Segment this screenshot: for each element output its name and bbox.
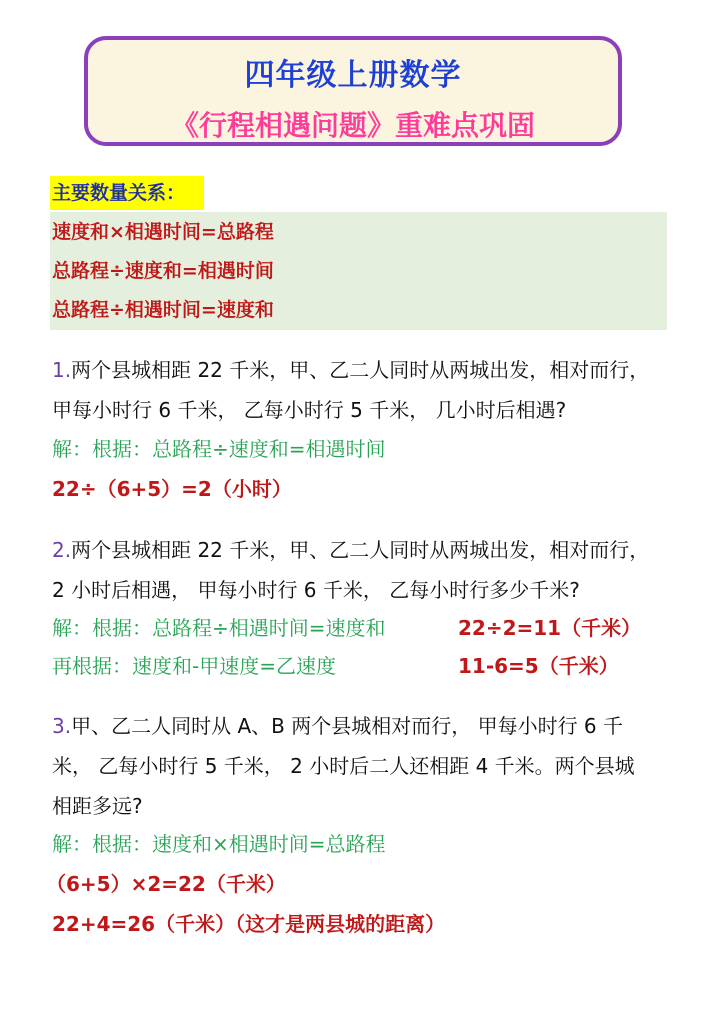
- page-subtitle: 《行程相遇问题》重难点巩固: [170, 109, 535, 142]
- problem-2-solution-1: 解：根据：总路程÷相遇时间=速度和: [52, 616, 386, 640]
- problem-3-text: 甲、乙二人同时从 A、B 两个县城相对而行， 甲每小时行 6 千: [71, 714, 624, 738]
- problem-1-calc: 22÷（6+5）=2（小时）: [52, 477, 292, 501]
- problem-2-line-2: 2 小时后相遇， 甲每小时行 6 千米， 乙每小时行多少千米?: [52, 578, 580, 602]
- problem-3-line-3: 相距多远?: [52, 794, 143, 818]
- problem-1-number: 1.: [52, 358, 72, 382]
- problem-2-line-1: [52, 536, 649, 564]
- page-title: 四年级上册数学: [244, 58, 462, 93]
- relation-item: 总路程÷相遇时间=速度和: [52, 299, 274, 321]
- problem-3-line-1: [52, 712, 623, 740]
- problem-2-solution-2: 再根据：速度和-甲速度=乙速度: [52, 654, 336, 678]
- relation-item: 速度和×相遇时间=总路程: [52, 221, 274, 243]
- problem-2-calc-2: 11-6=5（千米）: [458, 654, 619, 678]
- problem-3-calc-2: 22+4=26（千米）（这才是两县城的距离）: [52, 912, 446, 936]
- problem-3-number: 3.: [52, 714, 72, 738]
- problem-2-number: 2.: [52, 538, 72, 562]
- problem-3-line-2: 米， 乙每小时行 5 千米， 2 小时后二人还相距 4 千米。两个县城: [52, 754, 635, 778]
- problem-2-calc-1: 22÷2=11（千米）: [458, 616, 642, 640]
- problem-3-calc-1: （6+5）×2=22（千米）: [46, 872, 286, 896]
- problem-1-line-2: 甲每小时行 6 千米， 乙每小时行 5 千米， 几小时后相遇?: [52, 398, 567, 422]
- problem-3-solution: 解：根据：速度和×相遇时间=总路程: [52, 832, 386, 856]
- problem-1-solution: 解：根据：总路程÷速度和=相遇时间: [52, 437, 386, 461]
- problem-1-text: 两个县城相距 22 千米，甲、乙二人同时从两城出发，相对而行，: [71, 358, 650, 382]
- title-banner: [84, 36, 622, 146]
- problem-2-text: 两个县城相距 22 千米，甲、乙二人同时从两城出发，相对而行，: [71, 538, 650, 562]
- relation-item: 总路程÷速度和=相遇时间: [52, 260, 274, 282]
- problem-1-line-1: [52, 356, 649, 384]
- relations-heading: 主要数量关系：: [50, 176, 204, 210]
